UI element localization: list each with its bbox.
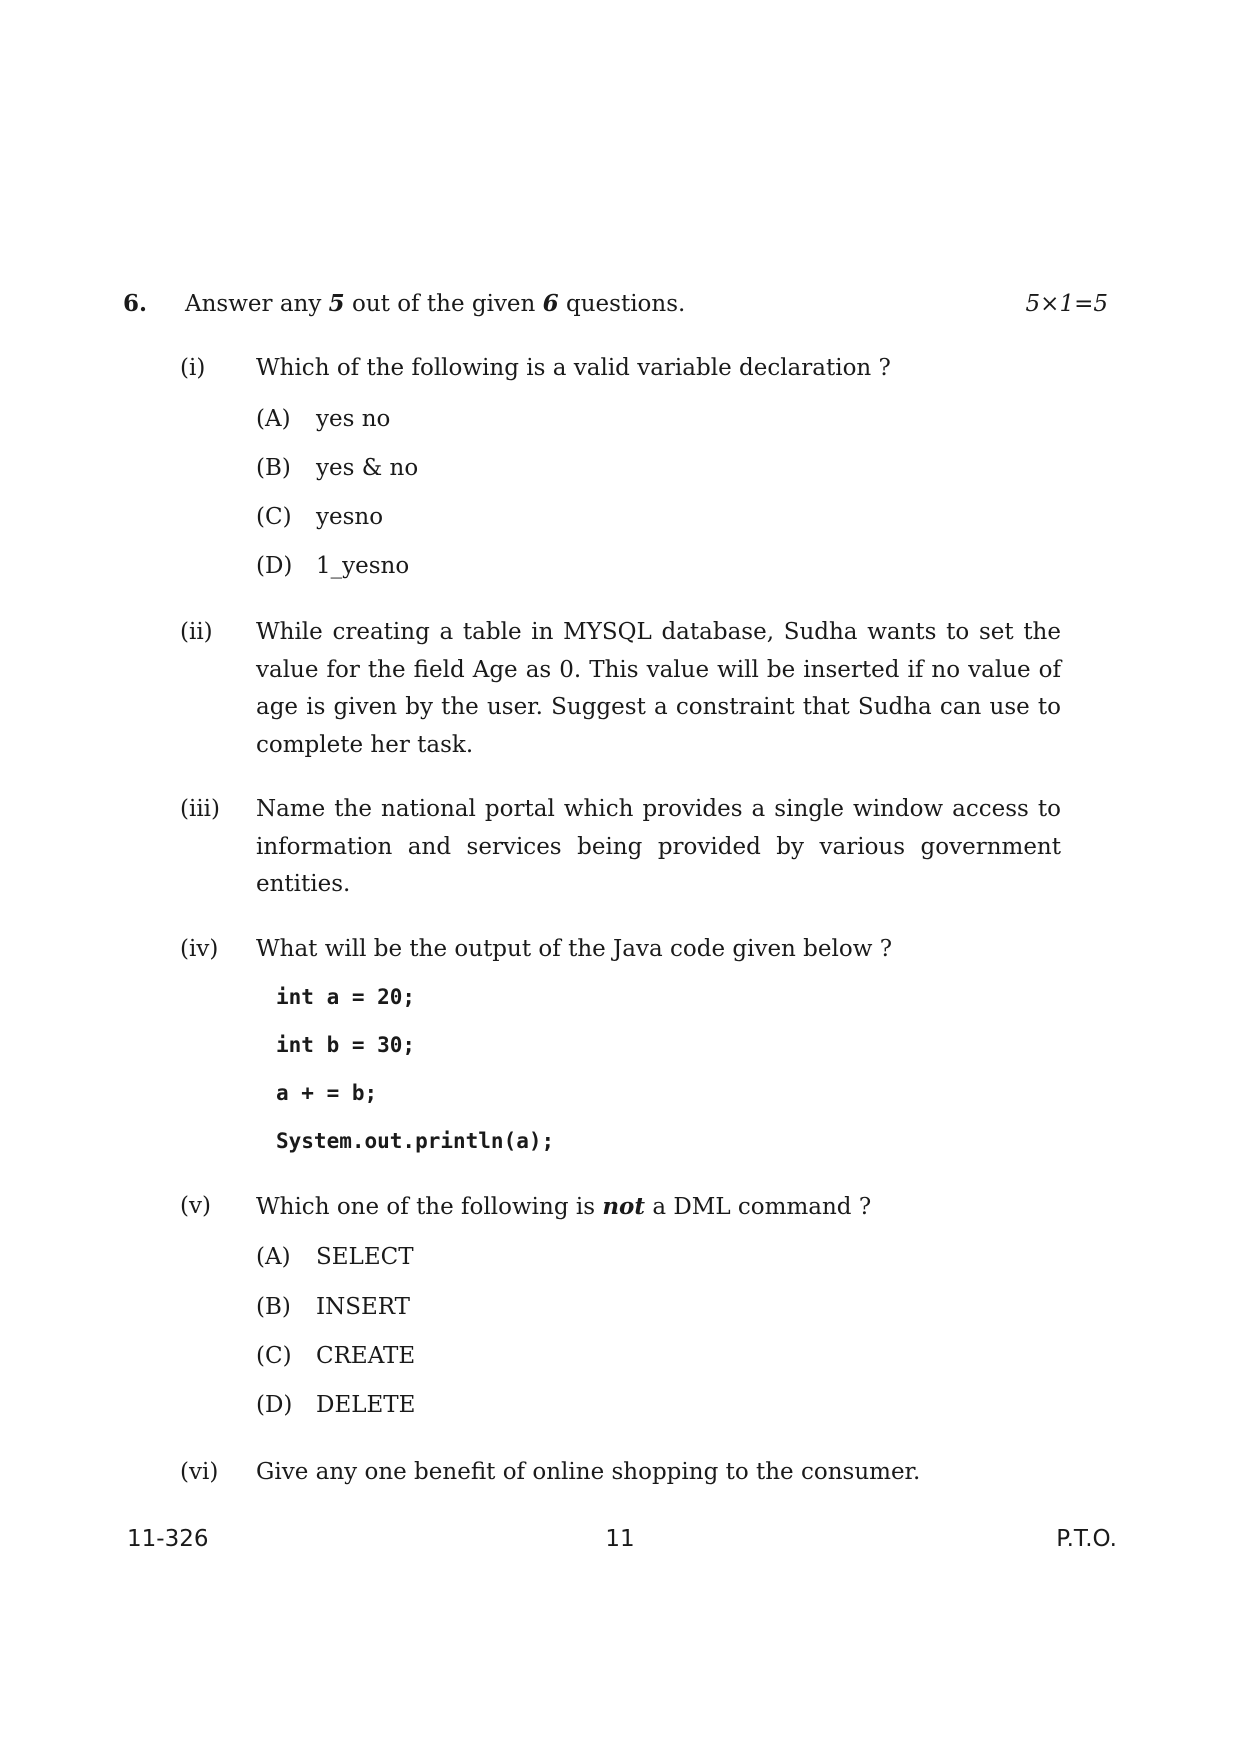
sub-question-text: What will be the output of the Java code given below ? (256, 936, 893, 962)
instruction-text: Answer any (185, 291, 329, 317)
emphasis-not: not (602, 1193, 646, 1220)
code-line: a + = b; (276, 1081, 378, 1105)
question-marks: 5×1=5 (1025, 291, 1108, 317)
option-text: yes & no (316, 455, 419, 481)
code-line: System.out.println(a); (276, 1129, 555, 1153)
option-letter: (D) (256, 553, 293, 579)
option-letter: (A) (256, 1244, 291, 1270)
question-text-part: a DML command ? (645, 1194, 872, 1220)
sub-question-number: (iv) (180, 936, 219, 962)
sub-question-number: (v) (180, 1193, 211, 1219)
option-letter: (D) (256, 1392, 293, 1418)
option-letter: (C) (256, 504, 292, 530)
option-text: 1_yesno (316, 553, 410, 579)
option-text: SELECT (316, 1244, 414, 1270)
option-text: yes no (316, 406, 391, 432)
question-number: 6. (123, 290, 148, 317)
page-number: 11 (605, 1526, 635, 1552)
paper-code: 11-326 (127, 1526, 209, 1552)
instruction-text: questions. (558, 291, 686, 317)
sub-question-text (256, 1188, 1061, 1227)
option-letter: (A) (256, 406, 291, 432)
sub-question-number: (iii) (180, 796, 221, 822)
instruction-count: 5 (328, 290, 345, 317)
sub-question-number: (ii) (180, 619, 213, 645)
option-text: INSERT (316, 1294, 411, 1320)
question-header (123, 288, 1108, 320)
question-text-part: Which one of the following is (256, 1194, 603, 1220)
code-line: int b = 30; (276, 1033, 416, 1057)
sub-question-number: (i) (180, 355, 206, 381)
option-text: DELETE (316, 1392, 416, 1418)
option-letter: (C) (256, 1343, 292, 1369)
sub-question-text: While creating a table in MYSQL database, Sudha wants to set the value for the field Age as 0. This value will be inserted if no value of age is given by the user. Suggest a constraint that Sudha can use to complete her task. (256, 619, 1061, 758)
please-turn-over: P.T.O. (1056, 1526, 1117, 1552)
option-letter: (B) (256, 1294, 291, 1320)
sub-question-text: Name the national portal which provides a single window access to information and services being provided by various government entities. (256, 796, 1061, 897)
option-text: yesno (316, 504, 384, 530)
option-text: CREATE (316, 1343, 416, 1369)
question-instruction (185, 288, 685, 320)
sub-question-text: Which of the following is a valid variable declaration ? (256, 355, 891, 381)
sub-question-number: (vi) (180, 1459, 219, 1485)
code-line: int a = 20; (276, 985, 416, 1009)
instruction-text: out of the given (344, 291, 543, 317)
instruction-total: 6 (542, 290, 559, 317)
sub-question-text: Give any one benefit of online shopping to the consumer. (256, 1459, 921, 1485)
option-letter: (B) (256, 455, 291, 481)
